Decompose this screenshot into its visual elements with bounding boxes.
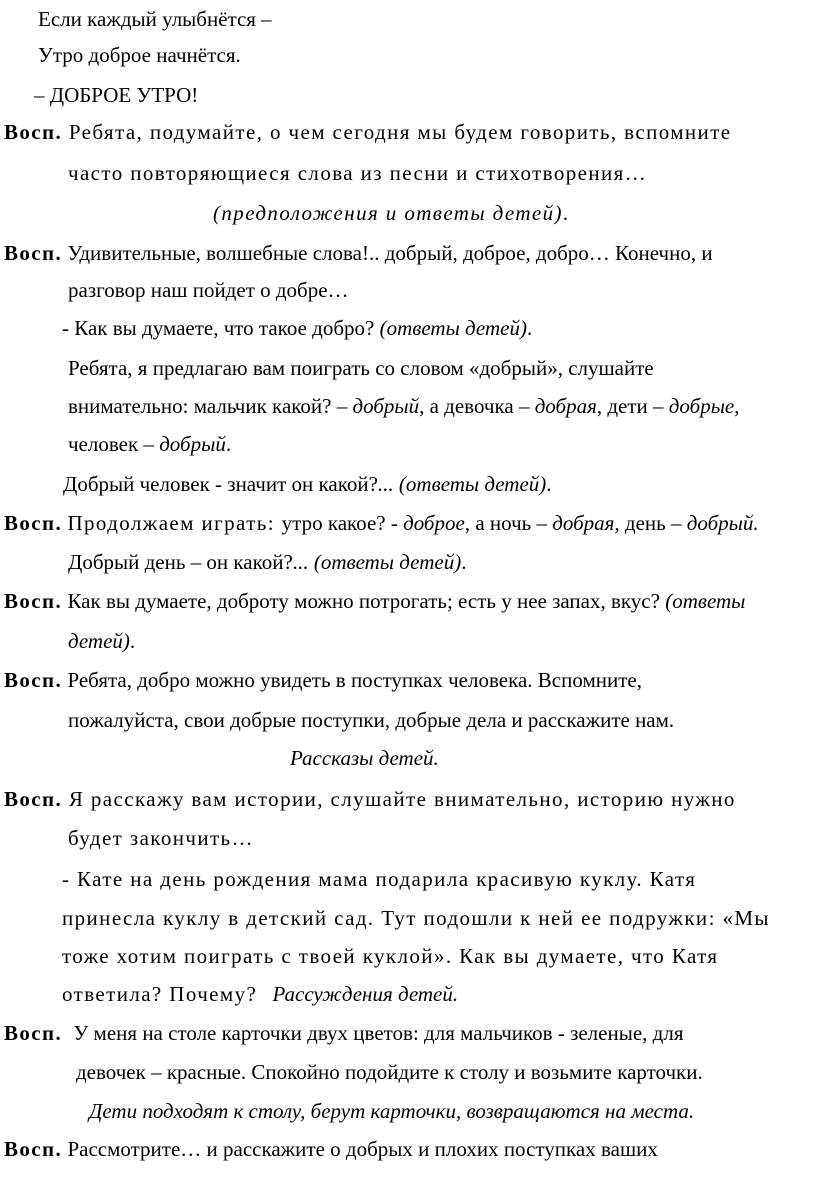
stage-direction: Рассуждения детей. xyxy=(272,982,459,1006)
text: . xyxy=(562,201,570,225)
paragraph-2-line-2: разговор наш пойдет о добре… xyxy=(68,278,349,302)
text: Рассмотрите… и расскажите о добрых и плохих поступках ваших xyxy=(67,1137,658,1161)
speaker-label: Восп. xyxy=(4,1021,63,1045)
stage-direction: (ответы детей) xyxy=(379,316,527,340)
paragraph-1-line-1 xyxy=(4,122,732,143)
text: , дети – xyxy=(596,394,669,418)
text: Ребята, добро можно увидеть в поступках человека. Вспомните, xyxy=(67,668,642,692)
text: Удивительные, волшебные слова!.. добрый, доброе, добро… Конечно, и xyxy=(67,241,713,265)
text: ... xyxy=(377,472,394,496)
paragraph-2-line-7 xyxy=(63,474,552,495)
answer: добрый xyxy=(159,432,226,456)
text: а девочка xyxy=(424,394,519,418)
paragraph-6-line-6 xyxy=(62,984,458,1005)
stage-direction: (ответы xyxy=(665,589,746,613)
answer: добрая, xyxy=(552,511,620,535)
stage-direction: (предположения и ответы детей) xyxy=(213,201,563,225)
text: утро какое? - xyxy=(281,511,404,535)
text: . xyxy=(225,432,232,456)
paragraph-2-line-4: Ребята, я предлагаю вам поиграть со словом «добрый», слушайте xyxy=(68,356,654,380)
answer: доброе, xyxy=(403,511,471,535)
paragraph-6-line-2: будет закончить… xyxy=(68,826,254,850)
speaker-label: Восп. xyxy=(4,589,63,613)
text: Продолжаем играть: xyxy=(67,511,282,535)
text: Я расскажу вам истории, слушайте внимательно, историю нужно xyxy=(68,787,736,811)
text: . xyxy=(461,550,467,574)
poem-line-3: – ДОБРОЕ УТРО! xyxy=(34,83,199,107)
paragraph-7-line-2: девочек – красные. Спокойно подойдите к столу и возьмите карточки. xyxy=(76,1060,703,1084)
text: ответила? Почему? xyxy=(62,982,258,1006)
paragraph-6-line-5: тоже хотим поиграть с твоей куклой». Как вы думаете, что Катя xyxy=(62,944,719,968)
speaker-label: Восп. xyxy=(4,511,63,535)
paragraph-6-line-3: - Кате на день рождения мама подарила красивую куклу. Катя xyxy=(62,867,697,891)
paragraph-3-line-1 xyxy=(4,513,759,534)
paragraph-6-line-1 xyxy=(4,789,736,810)
poem-line-2: Утро доброе начнётся. xyxy=(38,43,241,67)
paragraph-7-line-1 xyxy=(4,1023,683,1044)
speaker-label: Восп. xyxy=(4,241,63,265)
paragraph-2-line-5 xyxy=(68,396,739,417)
text: . xyxy=(129,629,136,653)
paragraph-7-line-3: Дети подходят к столу, берут карточки, возвращаются на места. xyxy=(89,1099,695,1123)
text: . xyxy=(546,472,552,496)
paragraph-2-line-3 xyxy=(62,318,532,339)
paragraph-2-line-1 xyxy=(4,243,713,264)
text: а ночь – xyxy=(470,511,553,535)
text: внимательно: мальчик какой? xyxy=(68,394,337,418)
text: Ребята, подумайте, о чем сегодня мы будем говорить, вспомните xyxy=(68,120,732,144)
answer: – добрый, xyxy=(336,394,425,418)
text: . xyxy=(526,316,533,340)
paragraph-5-line-2: пожалуйста, свои добрые поступки, добрые дела и расскажите нам. xyxy=(68,708,675,732)
stage-direction: детей) xyxy=(68,629,130,653)
paragraph-6-line-4: принесла куклу в детский сад. Тут подошли к ней ее подружки: «Мы xyxy=(62,906,770,930)
paragraph-1-line-2: часто повторяющиеся слова из песни и стихотворения… xyxy=(68,161,648,185)
answer: добрые, xyxy=(668,394,740,418)
answer: – добрая xyxy=(518,394,597,418)
stage-direction: ... (ответы детей) xyxy=(292,550,462,574)
speaker-label: Восп. xyxy=(4,787,63,811)
text: У меня на столе карточки двух цветов: для мальчиков - зеленые, для xyxy=(73,1021,684,1045)
poem-line-1: Если каждый улыбнётся – xyxy=(38,7,272,31)
paragraph-1-line-3 xyxy=(213,203,570,224)
text: день – xyxy=(619,511,687,535)
speaker-label: Восп. xyxy=(4,1137,63,1161)
speaker-label: Восп. xyxy=(4,668,63,692)
paragraph-5-line-3: Рассказы детей. xyxy=(290,746,439,770)
text: - Как вы думаете, что такое добро? xyxy=(62,316,380,340)
text: человек – xyxy=(68,432,160,456)
paragraph-2-line-6 xyxy=(68,434,231,455)
paragraph-8-line-1 xyxy=(4,1139,658,1160)
paragraph-4-line-1 xyxy=(4,591,745,612)
text: Добрый день – он какой? xyxy=(68,550,293,574)
speaker-label: Восп. xyxy=(4,120,63,144)
paragraph-5-line-1 xyxy=(4,670,642,691)
paragraph-3-line-2 xyxy=(68,552,466,573)
text: Добрый человек - значит он какой? xyxy=(63,472,378,496)
answer: добрый. xyxy=(686,511,759,535)
stage-direction: (ответы детей) xyxy=(393,472,547,496)
paragraph-4-line-2 xyxy=(68,631,135,652)
text: Как вы думаете, доброту можно потрогать; есть у нее запах, вкус? xyxy=(67,589,666,613)
